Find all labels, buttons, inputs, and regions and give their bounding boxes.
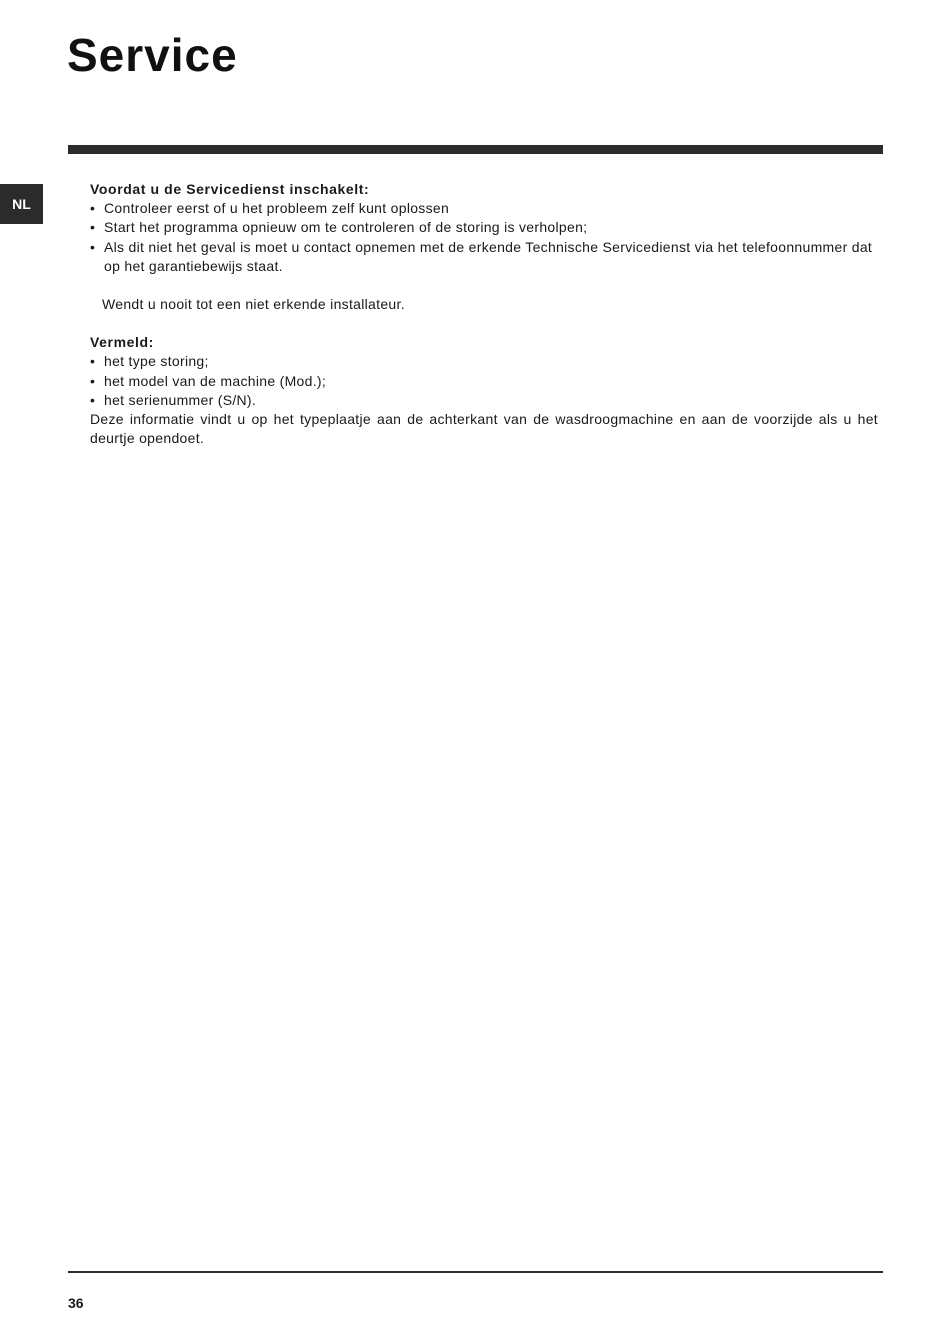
installer-warning: Wendt u nooit tot een niet erkende installateur.: [102, 296, 405, 313]
language-tab: NL: [0, 184, 43, 224]
typeplate-info-paragraph: Deze informatie vindt u op het typeplaatje aan de achterkant van de wasdroogmachine en aan de voorzijde als u het deurtje opendoet.: [90, 411, 878, 447]
section-heading-before-service: Voordat u de Servicedienst inschakelt:: [90, 181, 370, 197]
list-item: • Controleer eerst of u het probleem zelf kunt oplossen: [90, 199, 878, 218]
section-heading-mention: Vermeld:: [90, 334, 154, 351]
list-item: • Start het programma opnieuw om te controleren of de storing is verholpen;: [90, 218, 878, 237]
footer-divider: [68, 1271, 883, 1273]
header-divider: [68, 145, 883, 154]
list-item: • Als dit niet het geval is moet u contact opnemen met de erkende Technische Servicedienst via het telefoonnummer dat op het garantiebewijs staat.: [90, 238, 878, 276]
list-item: • het model van de machine (Mod.);: [90, 372, 878, 391]
main-content: [90, 180, 878, 448]
list-item: • het serienummer (S/N).: [90, 391, 878, 410]
mention-list: [90, 352, 878, 410]
page-number: 36: [68, 1295, 84, 1311]
list-item: • het type storing;: [90, 352, 878, 371]
page-title: Service: [67, 29, 238, 81]
spacer: [90, 314, 878, 333]
spacer: [90, 276, 878, 295]
checklist-before-service: [90, 199, 878, 276]
